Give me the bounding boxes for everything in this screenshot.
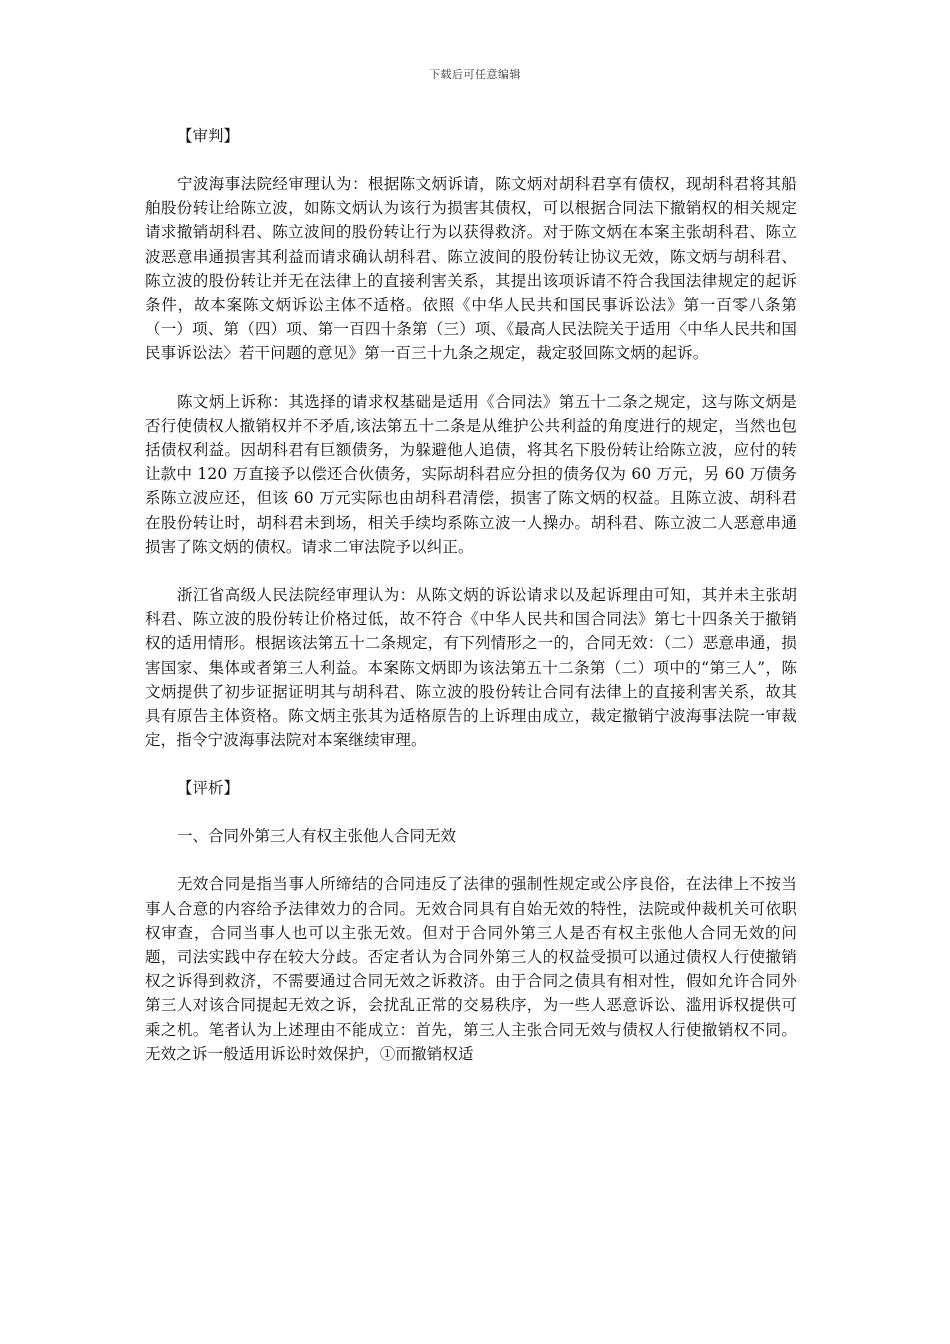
- trial-heading: 【审判】: [177, 127, 240, 145]
- trial-paragraph-2: 陈文炳上诉称：其选择的请求权基础是适用《合同法》第五十二条之规定，这与陈文炳是否行使债权人撤销权并不矛盾,该法第五十二条是从维护公共利益的角度进行的规定，当然也包括债权利益。因胡科君有巨额债务，为躲避他人追债，将其名下股份转让给陈立波，应付的转让款中 120 万直接予以偿还合伙债务，实际胡科君应分担的债务仅为 60 万元，另 60 万债务系陈立波应还，但该 60 万元实际也由胡科君清偿，损害了陈文炳的权益。且陈立波、胡科君在股份转让时，胡科君未到场，相关手续均系陈立波一人操办。胡科君、陈立波二人恶意串通损害了陈文炳的债权。请求二审法院予以纠正。: [145, 392, 797, 556]
- trial-paragraph-3: 浙江省高级人民法院经审理认为：从陈文炳的诉讼请求以及起诉理由可知，其并未主张胡科君、陈立波的股份转让价格过低，故不符合《中华人民共和国合同法》第七十四条关于撤销权的适用情形。根据该法第五十二条规定，有下列情形之一的，合同无效：（二）恶意串通，损害国家、集体或者第三人利益。本案陈文炳即为该法第五十二条第（二）项中的“第三人”，陈文炳提供了初步证据证明其与胡科君、陈立波的股份转让合同有法律上的直接利害关系，故其具有原告主体资格。陈文炳主张其为适格原告的上诉理由成立，裁定撤销宁波海事法院一审裁定，指令宁波海事法院对本案继续审理。: [145, 586, 797, 750]
- analysis-subheading: 一、合同外第三人有权主张他人合同无效: [177, 827, 457, 846]
- document-body: [145, 124, 797, 1066]
- page-header: 下载后可任意编辑: [429, 68, 521, 81]
- trial-paragraph-1: 宁波海事法院经审理认为：根据陈文炳诉请，陈文炳对胡科君享有债权，现胡科君将其船舶股份转让给陈立波，如陈文炳认为该行为损害其债权，可以根据合同法下撤销权的相关规定请求撤销胡科君、陈立波间的股份转让行为以获得救济。对于陈文炳在本案主张胡科君、陈立波恶意串通损害其利益而请求确认胡科君、陈立波间的股份转让协议无效，陈文炳与胡科君、陈立波的股份转让并无在法律上的直接利害关系，其提出该项诉请不符合我国法律规定的起诉条件，故本案陈文炳诉讼主体不适格。依照《中华人民共和国民事诉讼法》第一百零八条第（一）项、第（四）项、第一百四十条第（三）项、《最高人民法院关于适用〈中华人民共和国民事诉讼法〉若干问题的意见》第一百三十九条之规定，裁定驳回陈文炳的起诉。: [145, 175, 797, 363]
- analysis-paragraph-1: 无效合同是指当事人所缔结的合同违反了法律的强制性规定或公序良俗，在法律上不按当事人合意的内容给予法律效力的合同。无效合同具有自始无效的特性，法院或仲裁机关可依职权审查，合同当事人也可以主张无效。但对于合同外第三人是否有权主张他人合同无效的问题，司法实践中存在较大分歧。否定者认为合同外第三人的权益受损可以通过债权人行使撤销权之诉得到救济，不需要通过合同无效之诉救济。由于合同之债具有相对性，假如允许合同外第三人对该合同提起无效之诉，会扰乱正常的交易秩序，为一些人恶意诉讼、滥用诉权提供可乘之机。笔者认为上述理由不能成立：首先，第三人主张合同无效与债权人行使撤销权不同。无效之诉一般适用诉讼时效保护，①而撤销权适: [145, 875, 797, 1063]
- analysis-heading: 【评析】: [177, 779, 240, 798]
